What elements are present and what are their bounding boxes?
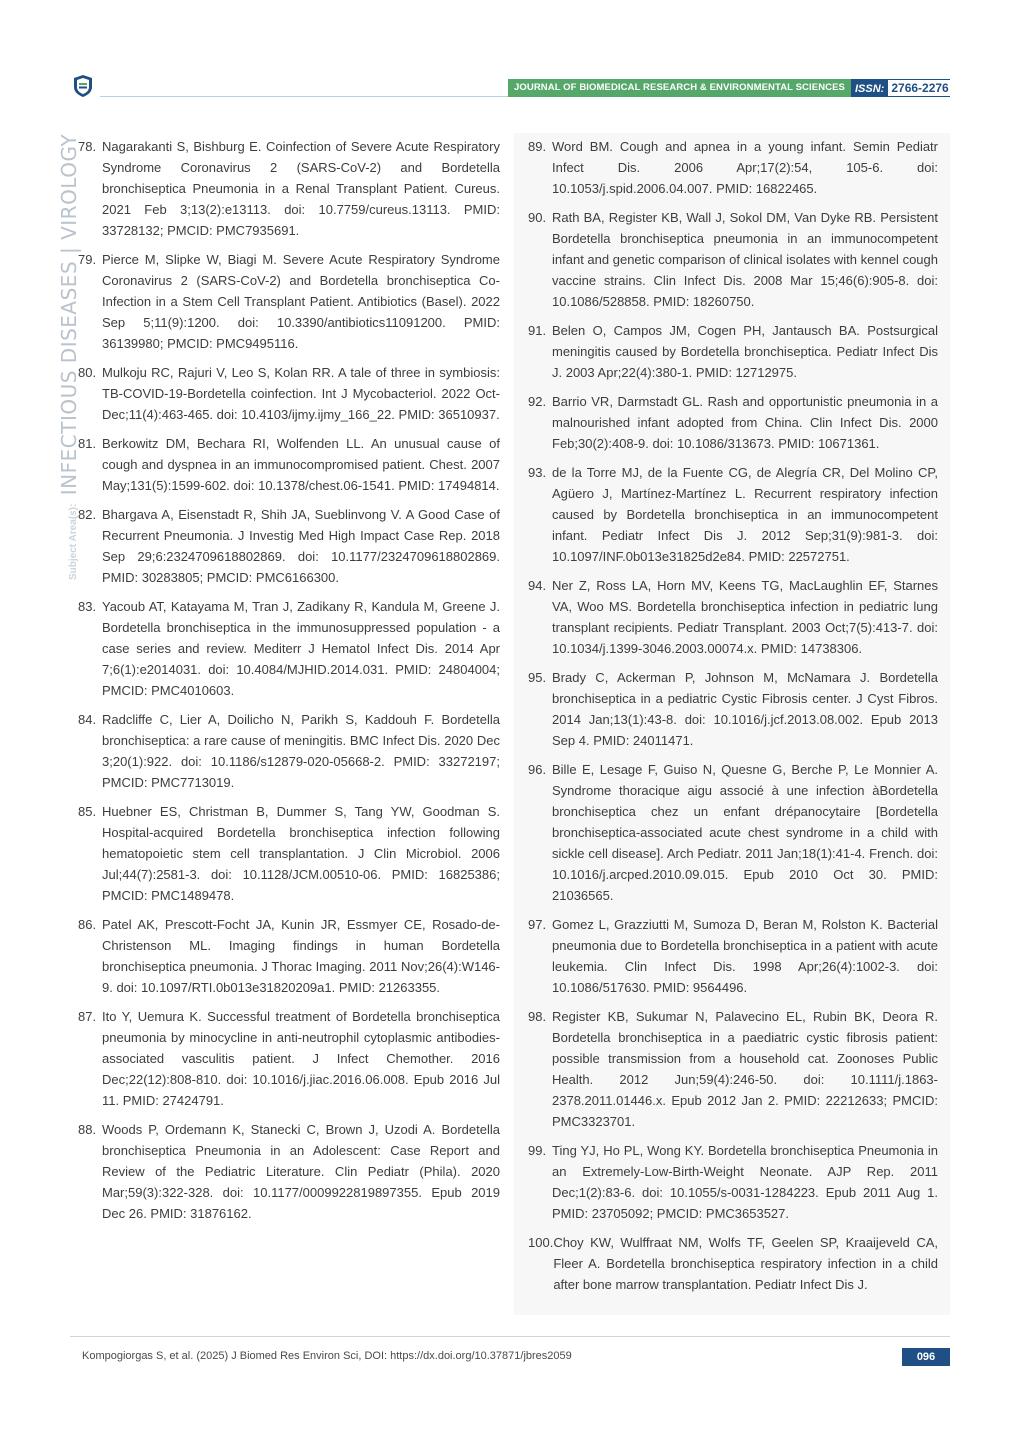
reference-number: 80. xyxy=(78,365,97,380)
reference-number: 99. xyxy=(528,1143,547,1158)
reference-item xyxy=(528,320,938,383)
reference-number: 95. xyxy=(528,670,547,685)
footer-rule xyxy=(70,1336,950,1337)
page-number: 096 xyxy=(902,1348,950,1366)
reference-item xyxy=(78,433,500,496)
reference-number: 92. xyxy=(528,394,547,409)
reference-item xyxy=(78,709,500,793)
reference-number: 83. xyxy=(78,599,97,614)
reference-column-right xyxy=(514,133,950,1315)
reference-text: Woods P, Ordemann K, Stanecki C, Brown J, Uzodi A. Bordetella bronchiseptica Pneumonia in an Adolescent: Case Report and Review of the Pediatric Literature. Clin Pediatr (Phila). 2020 Mar;59(3):322-328. doi: 10.1177/0009922819897355. Epub 2019 Dec 26. PMID: 31876162. xyxy=(102,1122,500,1221)
reference-number: 93. xyxy=(528,465,547,480)
reference-number: 94. xyxy=(528,578,547,593)
reference-number: 81. xyxy=(78,436,97,451)
reference-item xyxy=(528,391,938,454)
reference-item xyxy=(78,1119,500,1224)
reference-item xyxy=(78,136,500,241)
reference-item xyxy=(528,462,938,567)
reference-item xyxy=(78,801,500,906)
reference-item xyxy=(528,1140,938,1224)
reference-text: Radcliffe C, Lier A, Doilicho N, Parikh S, Kaddouh F. Bordetella bronchiseptica: a rare cause of meningitis. BMC Infect Dis. 2020 Dec 3;20(1):922. doi: 10.1186/s12879-020-05668-2. PMID: 33272197; PMCID: PMC7713019. xyxy=(102,712,500,790)
reference-text: Patel AK, Prescott-Focht JA, Kunin JR, Essmyer CE, Rosado-de-Christenson ML. Imaging findings in human Bordetella bronchiseptica pneumonia. J Thorac Imaging. 2011 Nov;26(4):W146-9. doi: 10.1097/RTI.0b013e31820209a1. PMID: 21263355. xyxy=(102,917,500,995)
reference-number: 85. xyxy=(78,804,97,819)
reference-text: Rath BA, Register KB, Wall J, Sokol DM, Van Dyke RB. Persistent Bordetella bronchiseptica pneumonia in an immunocompetent infant and genetic comparison of clinical isolates with kennel cough vaccine strains. Clin Infect Dis. 2008 Mar 15;46(6):905-8. doi: 10.1086/528858. PMID: 18260750. xyxy=(552,210,938,309)
reference-text: Huebner ES, Christman B, Dummer S, Tang YW, Goodman S. Hospital-acquired Bordetella bronchiseptica infection following hematopoietic stem cell transplantation. J Clin Microbiol. 2006 Jul;44(7):2581-3. doi: 10.1128/JCM.00510-06. PMID: 16825386; PMCID: PMC1489478. xyxy=(102,804,500,903)
reference-number: 78. xyxy=(78,139,97,154)
reference-text: Gomez L, Grazziutti M, Sumoza D, Beran M, Rolston K. Bacterial pneumonia due to Bordetella bronchiseptica in a patient with acute leukemia. Clin Infect Dis. 1998 Apr;26(4):1002-3. doi: 10.1086/517630. PMID: 9564496. xyxy=(552,917,938,995)
footer-citation: Kompogiorgas S, et al. (2025) J Biomed Res Environ Sci, DOI: https://dx.doi.org/10.37871/jbres2059 xyxy=(82,1350,572,1362)
reference-text: Bille E, Lesage F, Guiso N, Quesne G, Berche P, Le Monnier A. Syndrome thoracique aigu associé à une infection àBordetella bronchiseptica chez un enfant drépanocytaire [Bordetella bronchiseptica-associated acute chest syndrome in a child with sickle cell disease]. Arch Pediatr. 2011 Jan;18(1):41-4. French. doi: 10.1016/j.arcped.2010.09.015. Epub 2010 Oct 30. PMID: 21036565. xyxy=(552,762,938,903)
reference-item xyxy=(78,249,500,354)
subject-area-text: INFECTIOUS DISEASES | VIROLOGY xyxy=(57,133,81,496)
reference-item xyxy=(78,596,500,701)
reference-number: 79. xyxy=(78,252,97,267)
reference-item xyxy=(78,914,500,998)
reference-number: 82. xyxy=(78,507,97,522)
reference-text: Pierce M, Slipke W, Biagi M. Severe Acute Respiratory Syndrome Coronavirus 2 (SARS-CoV-2) and Bordetella bronchiseptica Co-Infection in a Stem Cell Transplant Patient. Antibiotics (Basel). 2022 Sep 5;11(9):1200. doi: 10.3390/antibiotics11091200. PMID: 36139980; PMCID: PMC9495116. xyxy=(102,252,500,351)
reference-text: Ito Y, Uemura K. Successful treatment of Bordetella bronchiseptica pneumonia by minocycline in anti-neutrophil cytoplasmic antibodies-associated vasculitis patient. J Infect Chemother. 2016 Dec;22(12):808-810. doi: 10.1016/j.jiac.2016.06.008. Epub 2016 Jul 11. PMID: 27424791. xyxy=(102,1009,500,1108)
reference-text: Yacoub AT, Katayama M, Tran J, Zadikany R, Kandula M, Greene J. Bordetella bronchiseptica in the immunosuppressed population - a case series and review. Mediterr J Hematol Infect Dis. 2014 Apr 7;6(1):e2014031. doi: 10.4084/MJHID.2014.031. PMID: 24804004; PMCID: PMC4010603. xyxy=(102,599,500,698)
reference-text: Word BM. Cough and apnea in a young infant. Semin Pediatr Infect Dis. 2006 Apr;17(2):54, 105-6. doi: 10.1053/j.spid.2006.04.007. PMID: 16822465. xyxy=(552,139,938,196)
reference-number: 98. xyxy=(528,1009,547,1024)
reference-text: Bhargava A, Eisenstadt R, Shih JA, Sueblinvong V. A Good Case of Recurrent Pneumonia. J Investig Med High Impact Case Rep. 2018 Sep 29;6:2324709618802869. doi: 10.1177/2324709618802869. PMID: 30283805; PMCID: PMC6166300. xyxy=(102,507,500,585)
reference-number: 100. xyxy=(528,1235,554,1250)
reference-number: 91. xyxy=(528,323,547,338)
reference-text: Ner Z, Ross LA, Horn MV, Keens TG, MacLaughlin EF, Starnes VA, Woo MS. Bordetella bronchiseptica infection in pediatric lung transplant recipients. Pediatr Transplant. 2003 Oct;7(5):413-7. doi: 10.1034/j.1399-3046.2003.00074.x. PMID: 14738306. xyxy=(552,578,938,656)
reference-text: Berkowitz DM, Bechara RI, Wolfenden LL. An unusual cause of cough and dyspnea in an immunocompromised patient. Chest. 2007 May;131(5):1599-602. doi: 10.1378/chest.06-1541. PMID: 17494814. xyxy=(102,436,500,493)
subject-area-sidebar xyxy=(58,134,80,580)
reference-text: Nagarakanti S, Bishburg E. Coinfection of Severe Acute Respiratory Syndrome Coronavirus 2 (SARS-CoV-2) and Bordetella bronchiseptica Pneumonia in a Renal Transplant Patient. Cureus. 2021 Feb 3;13(2):e13113. doi: 10.7759/cureus.13113. PMID: 33728132; PMCID: PMC7935691. xyxy=(102,139,500,238)
reference-item xyxy=(78,504,500,588)
reference-number: 90. xyxy=(528,210,547,225)
reference-number: 89. xyxy=(528,139,547,154)
journal-shield-logo-icon xyxy=(72,74,94,98)
reference-text: Barrio VR, Darmstadt GL. Rash and opportunistic pneumonia in a malnourished infant adopted from China. Clin Infect Dis. 2000 Feb;30(2):408-9. doi: 10.1086/313673. PMID: 10671361. xyxy=(552,394,938,451)
reference-number: 88. xyxy=(78,1122,97,1137)
reference-item xyxy=(528,914,938,998)
reference-item xyxy=(528,136,938,199)
reference-text: Brady C, Ackerman P, Johnson M, McNamara J. Bordetella bronchiseptica in a pediatric Cystic Fibrosis center. J Cyst Fibros. 2014 Jan;13(1):43-8. doi: 10.1016/j.jcf.2013.08.002. Epub 2013 Sep 4. PMID: 24011471. xyxy=(552,670,938,748)
reference-text: Ting YJ, Ho PL, Wong KY. Bordetella bronchiseptica Pneumonia in an Extremely-Low-Birth-Weight Neonate. AJP Rep. 2011 Dec;1(2):83-6. doi: 10.1055/s-0031-1284223. Epub 2011 Aug 1. PMID: 23705092; PMCID: PMC3653527. xyxy=(552,1143,938,1221)
journal-name: JOURNAL OF BIOMEDICAL RESEARCH & ENVIRONMENTAL SCIENCES xyxy=(508,79,851,97)
reference-number: 84. xyxy=(78,712,97,727)
reference-item xyxy=(78,362,500,425)
reference-text: Mulkoju RC, Rajuri V, Leo S, Kolan RR. A tale of three in symbiosis: TB-COVID-19-Bordetella coinfection. Int J Mycobacteriol. 2022 Oct-Dec;11(4):463-465. doi: 10.4103/ijmy.ijmy_166_22. PMID: 36510937. xyxy=(102,365,500,422)
reference-column-left xyxy=(78,133,500,1232)
reference-number: 97. xyxy=(528,917,547,932)
reference-item xyxy=(528,759,938,906)
reference-text: Belen O, Campos JM, Cogen PH, Jantausch BA. Postsurgical meningitis caused by Bordetella bronchiseptica. Pediatr Infect Dis J. 2003 Apr;22(4):380-1. PMID: 12712975. xyxy=(552,323,938,380)
reference-item xyxy=(528,1232,938,1295)
reference-number: 86. xyxy=(78,917,97,932)
reference-item xyxy=(528,207,938,312)
reference-number: 87. xyxy=(78,1009,97,1024)
reference-item xyxy=(528,575,938,659)
reference-text: de la Torre MJ, de la Fuente CG, de Alegría CR, Del Molino CP, Agüero J, Martínez-Martínez L. Recurrent respiratory infection caused by Bordetella bronchiseptica in an immunocompetent infant. Pediatr Infect Dis J. 2012 Sep;31(9):981-3. doi: 10.1097/INF.0b013e31825d2e84. PMID: 22572751. xyxy=(552,465,938,564)
reference-item xyxy=(528,1006,938,1132)
reference-text: Register KB, Sukumar N, Palavecino EL, Rubin BK, Deora R. Bordetella bronchiseptica in a paediatric cystic fibrosis patient: possible transmission from a household cat. Zoonoses Public Health. 2012 Jun;59(4):246-50. doi: 10.1111/j.1863-2378.2011.01446.x. Epub 2012 Jan 2. PMID: 22212633; PMCID: PMC3323701. xyxy=(552,1009,938,1129)
issn-label: ISSN: xyxy=(855,83,885,95)
reference-item xyxy=(78,1006,500,1111)
reference-item xyxy=(528,667,938,751)
reference-number: 96. xyxy=(528,762,547,777)
issn-number: 2766-2276 xyxy=(888,80,951,96)
reference-text: Choy KW, Wulffraat NM, Wolfs TF, Geelen SP, Kraaijeveld CA, Fleer A. Bordetella bronchiseptica respiratory infection in a child after bone marrow transplantation. Pediatr Infect Dis J. xyxy=(553,1235,938,1292)
issn-badge xyxy=(851,79,950,97)
subject-area-label: Subject Area(s): xyxy=(68,503,79,580)
